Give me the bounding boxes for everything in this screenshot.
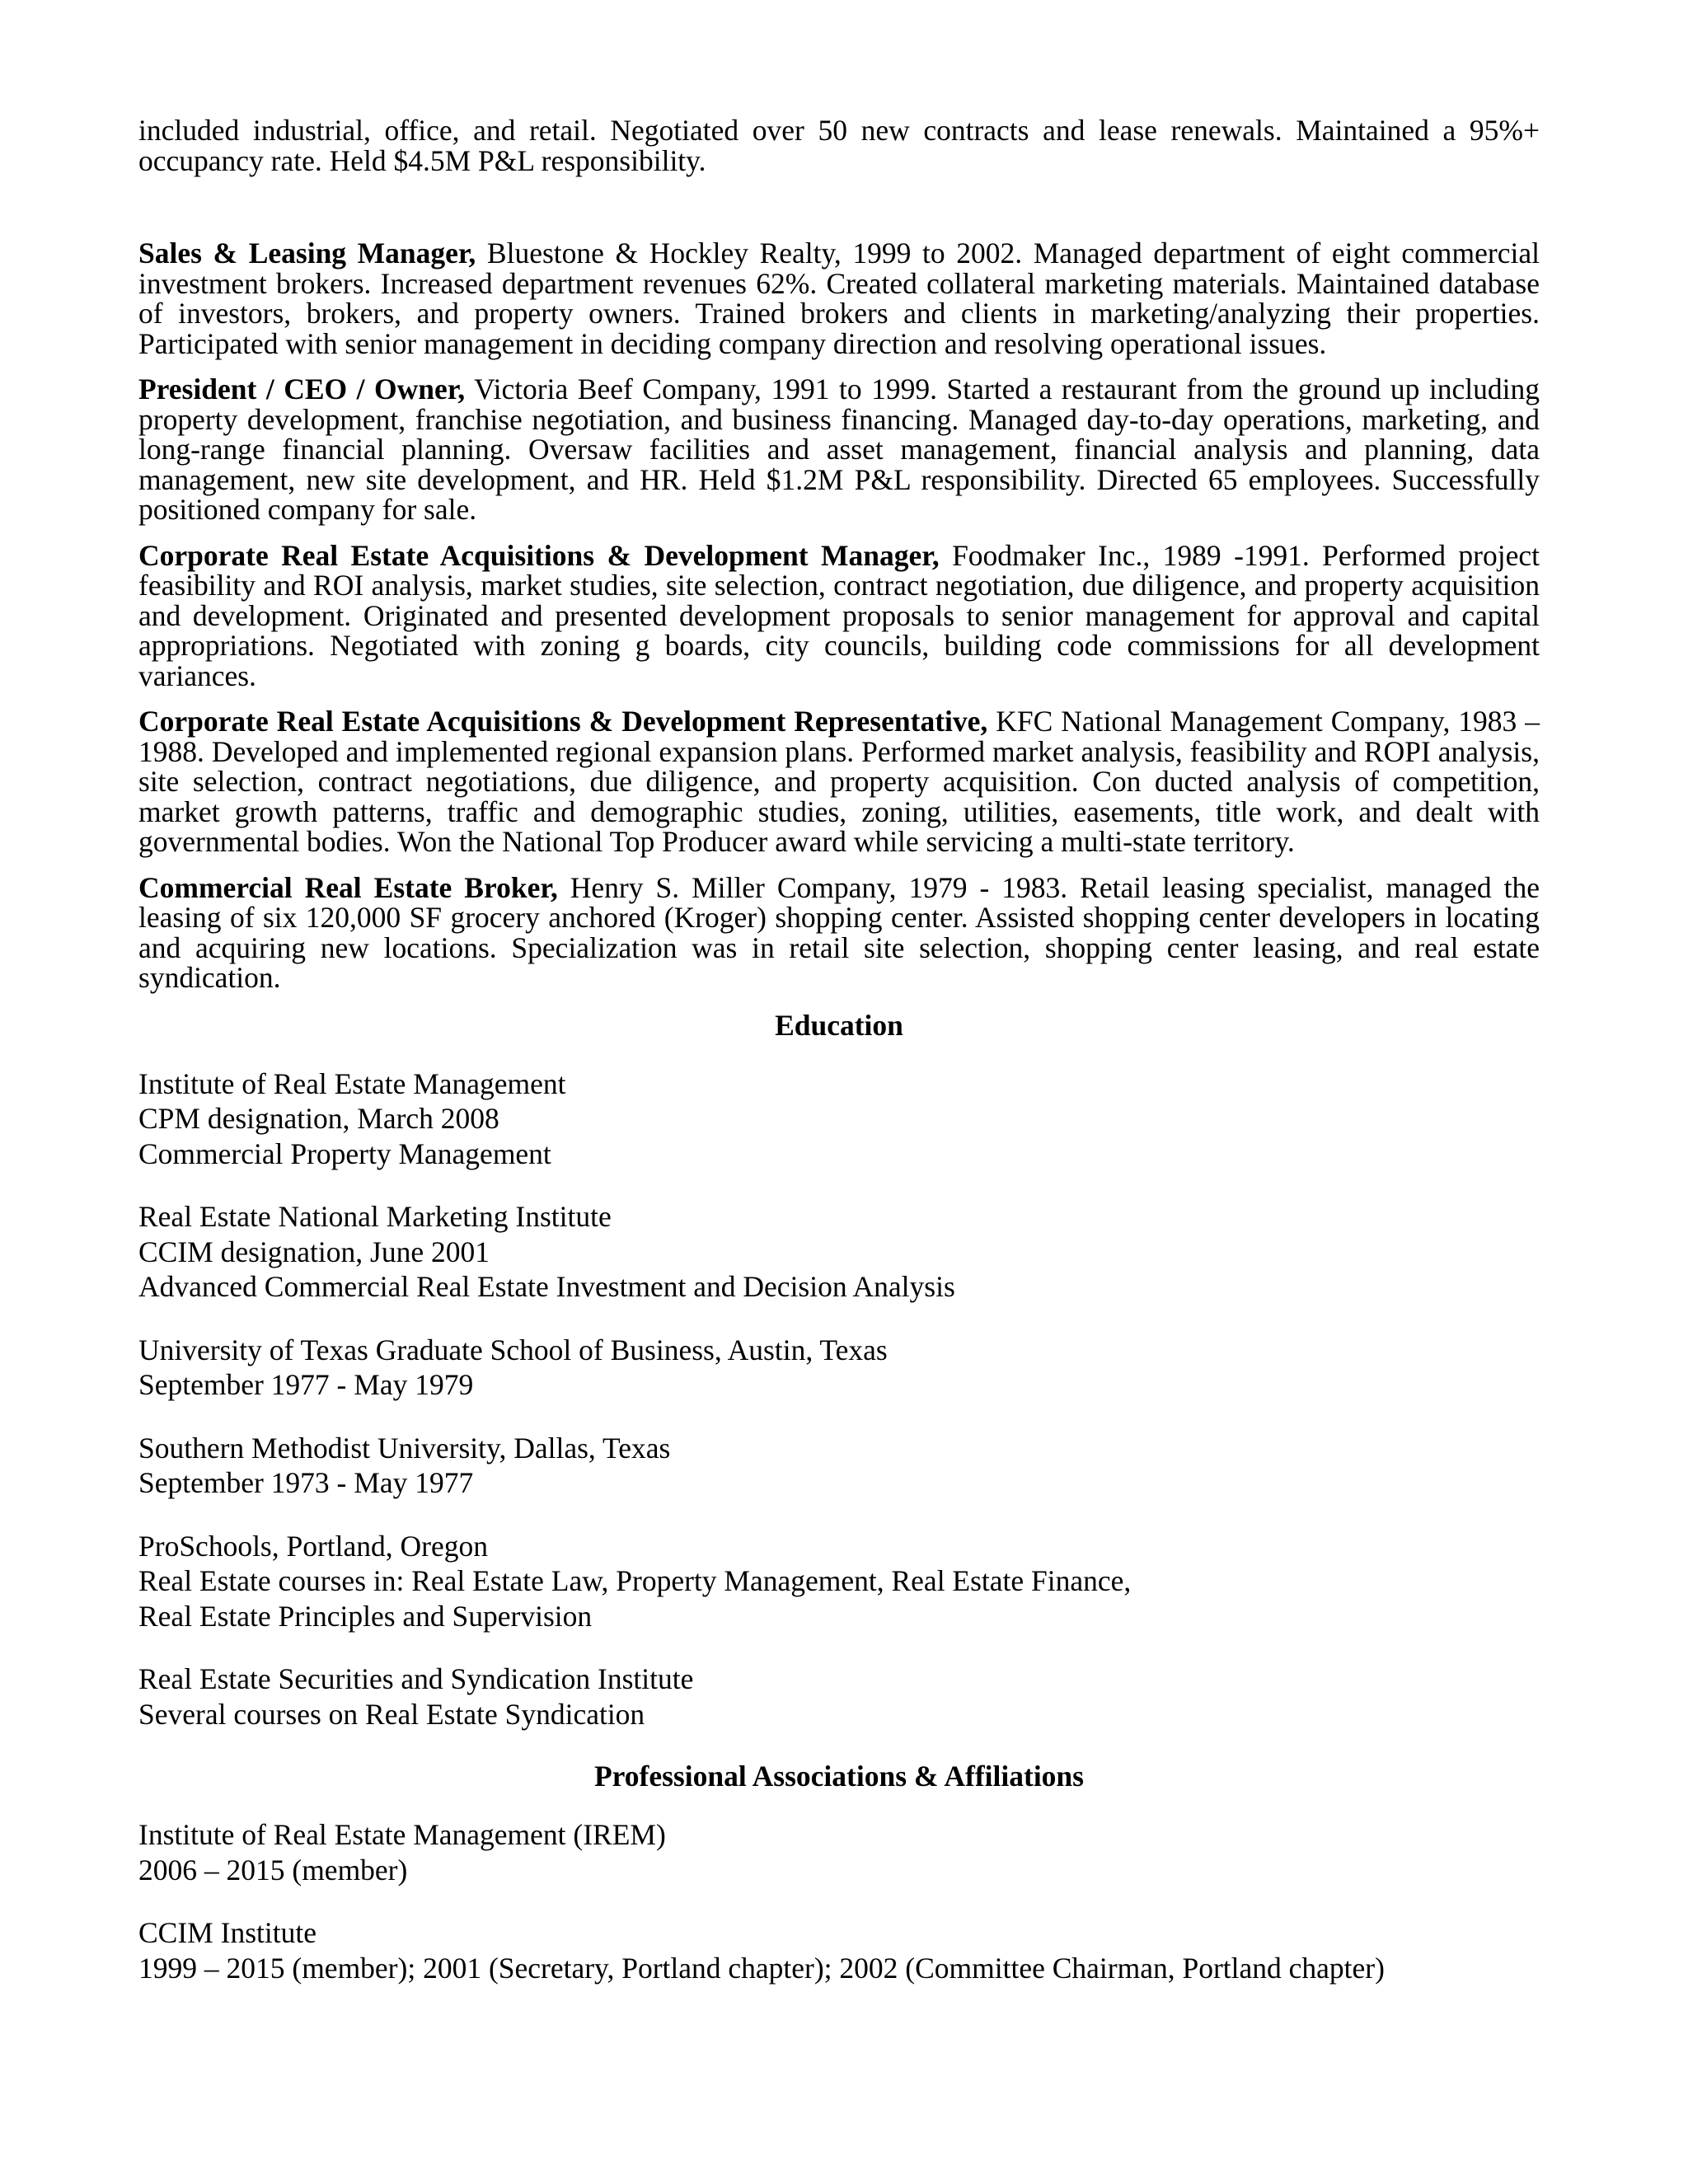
entry-line: Advanced Commercial Real Estate Investment and Decision Analysis [138,1270,955,1303]
job-title: Corporate Real Estate Acquisitions & Development Manager, [138,538,940,572]
entry-line: Real Estate National Marketing Institute [138,1200,612,1233]
entry-line: CCIM Institute [138,1916,316,1949]
job-description: KFC National Management Company, 1983 – 1988. Developed and implemented regional expansion plans. Performed market analysis, feasibility and ROPI analysis, site selection, contract negotiations, due diligence, and property acquisition. Con ducted analysis of competition, market growth patterns, traffic and demographic studies, zoning, utilities, easements, title work, and dealt with governmental bodies. Won the National Top Producer award while servicing a multi-state territory. [138,705,1540,858]
association-entry [138,1915,1540,1985]
job-title: Sales & Leasing Manager, [138,237,476,269]
job-entry [138,538,1540,692]
entry-line: Institute of Real Estate Management [138,1066,566,1100]
job-description: Bluestone & Hockley Realty, 1999 to 2002. Managed department of eight commercial investment brokers. Increased department revenues 62%. Created collateral marketing materials. Maintained database of investors, brokers, and property owners. Trained brokers and clients in marketing/analyzing their properties. Participated with senior management in deciding company direction and resolving operational issues. [138,237,1540,360]
associations-heading: Professional Associations & Affiliations [593,1760,1084,1793]
job-entry [138,374,1540,525]
education-entry [138,1431,1540,1501]
entry-line: Real Estate Securities and Syndication Institute [138,1662,694,1695]
entry-line: Real Estate Principles and Supervision [138,1599,593,1633]
entry-line: ProSchools, Portland, Oregon [138,1529,489,1563]
job-title: Corporate Real Estate Acquisitions & Development Representative, [138,705,988,738]
entry-line: Real Estate courses in: Real Estate Law, Property Management, Real Estate Finance, [138,1564,1132,1597]
education-entry [138,1333,1540,1403]
entry-line: Commercial Property Management [138,1137,551,1170]
entry-line: CCIM designation, June 2001 [138,1235,490,1268]
job-title: Commercial Real Estate Broker, [138,870,558,904]
job-description: Foodmaker Inc., 1989 -1991. Performed project feasibility and ROI analysis, market studies, site selection, contract negotiation, due diligence, and property acquisition and development. Originated and presented development proposals to senior management for approval and capital appropriations. Negotiated with zoning g boards, city councils, building code commissions for all development variances. [138,538,1540,692]
job-entry [138,870,1540,994]
job-title: President / CEO / Owner, [138,373,466,405]
entry-line: University of Texas Graduate School of Business, Austin, Texas [138,1333,888,1366]
entry-line: CPM designation, March 2008 [138,1102,499,1135]
entry-line: Institute of Real Estate Management (IREM) [138,1818,666,1851]
entry-line: September 1973 - May 1977 [138,1466,474,1499]
education-entry [138,1529,1540,1634]
education-entry [138,1066,1540,1172]
entry-line: Southern Methodist University, Dallas, Texas [138,1431,671,1465]
entry-line: 1999 – 2015 (member); 2001 (Secretary, Portland chapter); 2002 (Committee Chairman, Portland chapter) [138,1951,1385,1985]
job-description: Henry S. Miller Company, 1979 - 1983. Retail leasing specialist, managed the leasing of six 120,000 SF grocery anchored (Kroger) shopping center. Assisted shopping center developers in locating and acquiring new locations. Specialization was in retail site selection, shopping center leasing, and real estate syndication. [138,870,1540,994]
job-entry [138,238,1540,359]
entry-line: September 1977 - May 1979 [138,1368,474,1401]
education-entry [138,1661,1540,1732]
entry-line: 2006 – 2015 (member) [138,1853,408,1886]
job-description: Victoria Beef Company, 1991 to 1999. Started a restaurant from the ground up including property development, franchise negotiation, and business financing. Managed day-to-day operations, marketing, and long-range financial planning. Oversaw facilities and asset management, financial analysis and planning, data management, new site development, and HR. Held $1.2M P&L responsibility. Directed 65 employees. Successfully positioned company for sale. [138,373,1540,526]
entry-line: Several courses on Real Estate Syndication [138,1697,645,1731]
education-heading: Education [775,1008,903,1042]
experience-intro: included industrial, office, and retail. Negotiated over 50 new contracts and lease renewals. Maintained a 95%+ occupancy rate. Held $4.5M P&L responsibility. [138,114,1540,177]
resume-page [138,115,1540,2013]
job-entry [138,706,1540,857]
education-entry [138,1199,1540,1305]
association-entry [138,1817,1540,1887]
